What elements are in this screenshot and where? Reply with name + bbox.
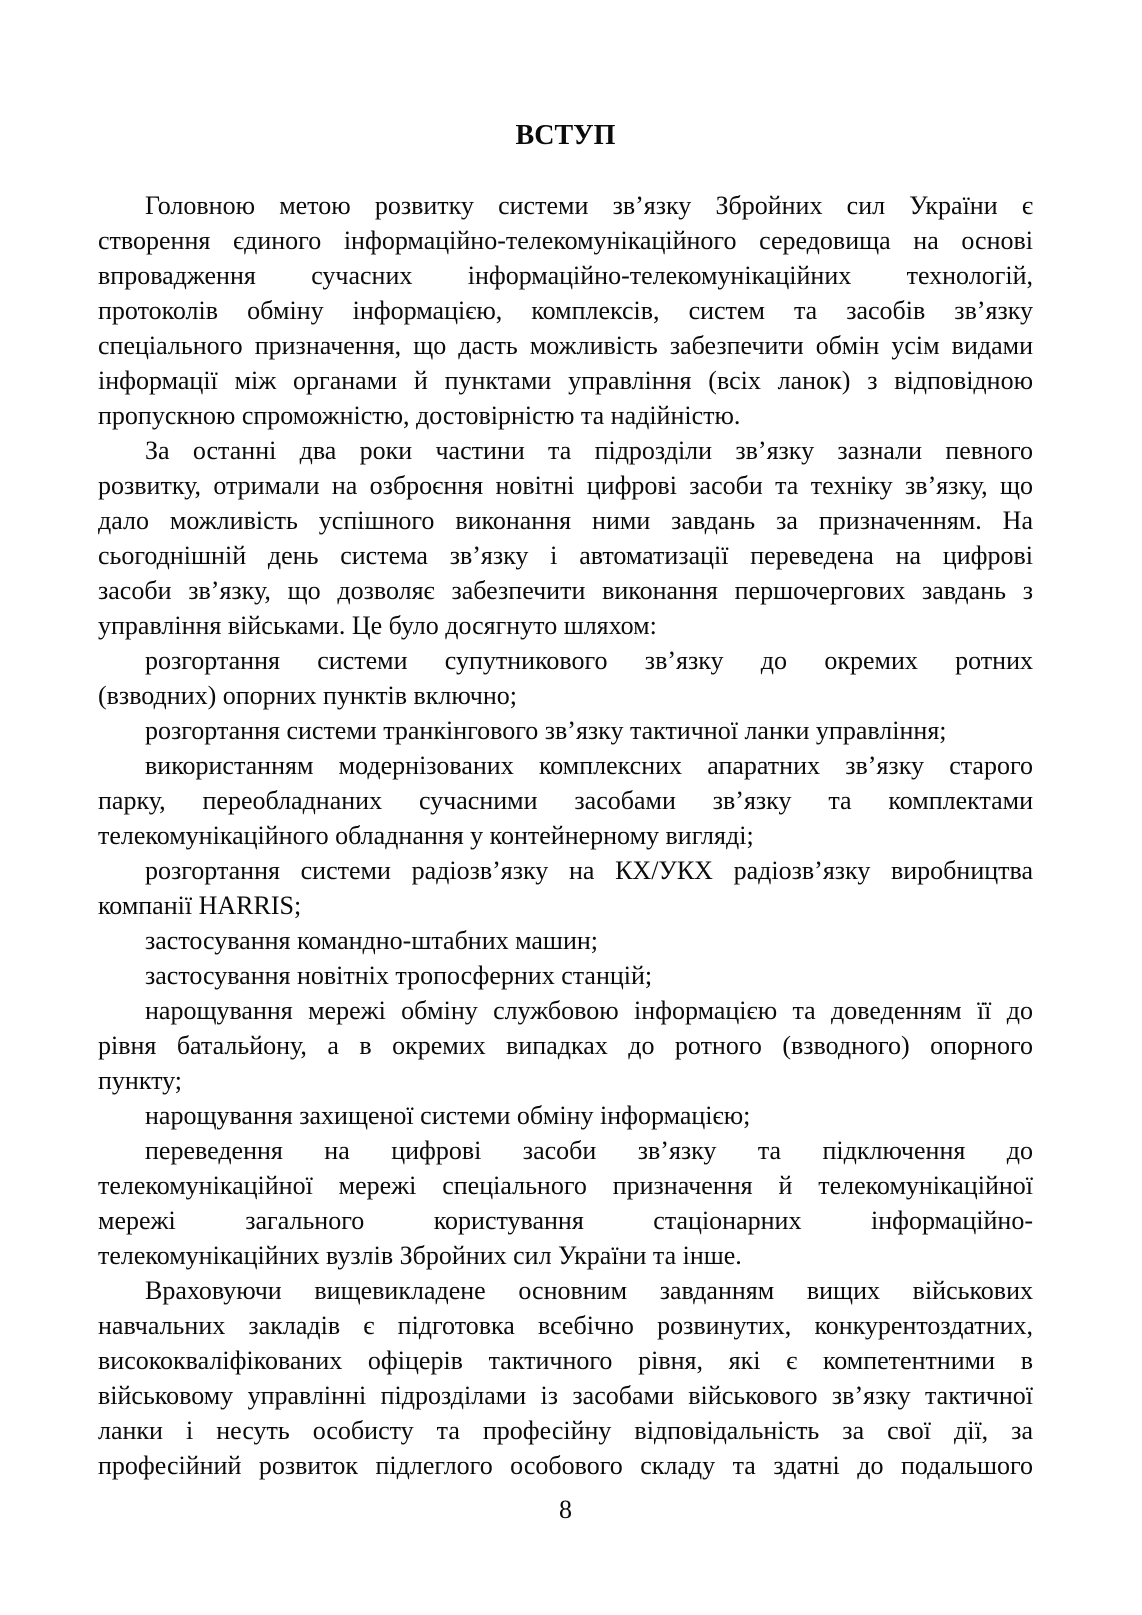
text-line: телекомунікаційних вузлів Збройних сил України та інше. (98, 1241, 742, 1270)
text-line: Головною метою розвитку системи зв’язку Збройних сил України є (145, 191, 1033, 220)
text-line: дало можливість успішного виконання ними завдань за призначенням. На (98, 506, 1033, 535)
text-line: розгортання системи радіозв’язку на КХ/УКХ радіозв’язку виробництва (145, 856, 1033, 885)
text-line: парку, переобладнаних сучасними засобами зв’язку та комплектами (98, 786, 1033, 815)
text-line: навчальних закладів є підготовка всебічно розвинутих, конкурентоздатних, (98, 1311, 1033, 1340)
text-line: пункту; (98, 1066, 183, 1095)
text-line: За останні два роки частини та підрозділи зв’язку зазнали певного (145, 436, 1033, 465)
text-line: розгортання системи супутникового зв’язку до окремих ротних (145, 646, 1033, 675)
text-line: нарощування захищеної системи обміну інформацією; (145, 1101, 751, 1130)
text-line: нарощування мережі обміну службовою інформацією та доведенням її до (145, 996, 1033, 1025)
text-line: телекомунікаційного обладнання у контейнерному вигляді; (98, 821, 754, 850)
text-line: професійний розвиток підлеглого особового складу та здатні до подальшого (98, 1451, 1033, 1480)
text-line: пропускною спроможністю, достовірністю та надійністю. (98, 401, 741, 430)
text-line: застосування новітніх тропосферних станцій; (145, 961, 653, 990)
text-line: розгортання системи транкінгового зв’язку тактичної ланки управління; (145, 716, 947, 745)
text-line: компанії HARRIS; (98, 891, 302, 920)
text-line: (взводних) опорних пунктів включно; (98, 681, 518, 710)
text-line: впровадження сучасних інформаційно-телекомунікаційних технологій, (98, 261, 1033, 290)
text-line: переведення на цифрові засоби зв’язку та підключення до (145, 1136, 1033, 1165)
text-line: протоколів обміну інформацією, комплексів, систем та засобів зв’язку (98, 296, 1033, 325)
text-line: мережі загального користування стаціонарних інформаційно- (98, 1206, 1033, 1235)
text-line: висококваліфікованих офіцерів тактичного рівня, які є компетентними в (98, 1346, 1033, 1375)
text-line: засоби зв’язку, що дозволяє забезпечити виконання першочергових завдань з (98, 576, 1033, 605)
text-line: військовому управлінні підрозділами із засобами військового зв’язку тактичної (98, 1381, 1033, 1410)
text-line: сьогоднішній день система зв’язку і автоматизації переведена на цифрові (98, 541, 1033, 570)
text-line: створення єдиного інформаційно-телекомунікаційного середовища на основі (98, 226, 1033, 255)
text-line: телекомунікаційної мережі спеціального призначення й телекомунікаційної (98, 1171, 1033, 1200)
paragraphs-container (98, 188, 1033, 1483)
page-number: 8 (559, 1495, 572, 1524)
text-line: застосування командно-штабних машин; (145, 926, 599, 955)
text-line: рівня батальйону, а в окремих випадках до ротного (взводного) опорного (98, 1031, 1033, 1060)
text-line: інформації між органами й пунктами управління (всіх ланок) з відповідною (98, 366, 1033, 395)
text-line: спеціального призначення, що дасть можливість забезпечити обмін усім видами (98, 331, 1033, 360)
page-body (98, 118, 1033, 1483)
text-line: Враховуючи вищевикладене основним завданням вищих військових (145, 1276, 1033, 1305)
page-title: ВСТУП (515, 120, 616, 151)
text-line: використанням модернізованих комплексних апаратних зв’язку старого (145, 751, 1033, 780)
text-line: розвитку, отримали на озброєння новітні цифрові засоби та техніку зв’язку, що (98, 471, 1033, 500)
text-line: управління військами. Це було досягнуто шляхом: (98, 611, 657, 640)
text-line: ланки і несуть особисту та професійну відповідальність за свої дії, за (98, 1416, 1033, 1445)
